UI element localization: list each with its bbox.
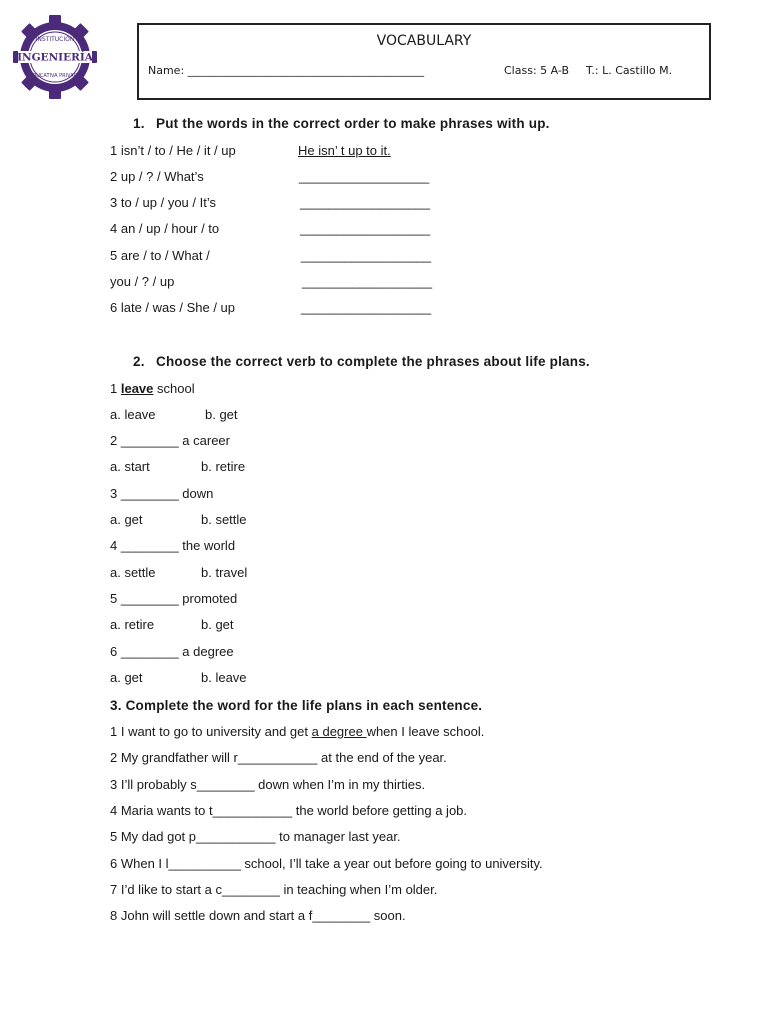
s2-question-4: 4 ________ the world	[110, 538, 236, 553]
s2-option-a-2: a. start	[110, 459, 150, 474]
s2-option-b-3: b. settle	[201, 512, 247, 527]
logo-text-bottom: EDUCATIVA PRIVADA	[29, 73, 81, 79]
s1-answer-2: __________________	[299, 169, 430, 184]
s2-example-rest: school	[157, 381, 195, 396]
s2-example-option-b: b. get	[205, 407, 238, 422]
s1-answer-3: __________________	[300, 195, 431, 210]
s2-option-b-4: b. travel	[201, 565, 248, 580]
s1-answer-6: __________________	[301, 300, 432, 315]
s1-prompt-5: 5 are / to / What /	[110, 248, 210, 263]
section1-number: 1.	[133, 116, 145, 131]
s2-option-b-6: b. leave	[201, 670, 247, 685]
s2-option-a-5: a. retire	[110, 617, 155, 632]
teacher-label: T.: L. Castillo M.	[586, 64, 673, 77]
s3-sentence-2: 2 My grandfather will r___________ at the end of the year.	[110, 750, 447, 765]
s1-answer-1: He isn’ t up to it.	[298, 143, 391, 158]
s3-sentence-8: 8 John will settle down and start a f________ soon.	[110, 908, 406, 923]
section3-title: 3. Complete the word for the life plans in each sentence.	[110, 698, 483, 713]
logo-text-main: INGENIERÍA	[17, 51, 93, 64]
s1-prompt-5b: you / ? / up	[110, 274, 175, 289]
section2-title: Choose the correct verb to complete the phrases about life plans.	[156, 354, 590, 369]
s1-answer-4: __________________	[300, 221, 431, 236]
s1-prompt-1: 1 isn’t / to / He / it / up	[110, 143, 236, 158]
s2-example-number: 1	[110, 381, 118, 396]
header-box	[137, 23, 711, 100]
s3-sentence-7: 7 I’d like to start a c________ in teaching when I’m older.	[110, 882, 438, 897]
s1-answer-5b: __________________	[302, 274, 433, 289]
s2-question-2: 2 ________ a career	[110, 433, 230, 448]
s2-question-6: 6 ________ a degree	[110, 644, 234, 659]
s1-prompt-6: 6 late / was / She / up	[110, 300, 236, 315]
section1-title: Put the words in the correct order to make phrases with up.	[156, 116, 550, 131]
s2-option-a-3: a. get	[110, 512, 143, 527]
s3-sentence-1-start: 1 I want to go to university and get	[110, 724, 312, 739]
school-logo	[12, 14, 98, 100]
s3-sentence-5: 5 My dad got p___________ to manager last year.	[110, 829, 401, 844]
s2-option-b-2: b. retire	[201, 459, 246, 474]
s2-example	[110, 381, 195, 396]
s2-question-5: 5 ________ promoted	[110, 591, 238, 606]
s1-answer-5: __________________	[301, 248, 432, 263]
s3-sentence-1-answer: a degree	[311, 724, 367, 739]
s3-sentence-6: 6 When I l__________ school, I’ll take a year out before going to university.	[110, 856, 543, 871]
s3-sentence-1-end: when I leave school.	[366, 724, 485, 739]
s3-sentence-1	[110, 724, 484, 739]
s2-option-a-6: a. get	[110, 670, 143, 685]
s3-sentence-3: 3 I’ll probably s________ down when I’m in my thirties.	[110, 777, 426, 792]
page-title: VOCABULARY	[376, 33, 472, 49]
s2-option-a-4: a. settle	[110, 565, 156, 580]
s2-example-word: leave	[120, 381, 154, 396]
s3-sentence-4: 4 Maria wants to t___________ the world before getting a job.	[110, 803, 468, 818]
section2-number: 2.	[133, 354, 145, 369]
class-label: Class: 5 A-B	[504, 64, 570, 77]
name-field: Name: ___________________________________________	[148, 64, 425, 77]
s2-question-3: 3 ________ down	[110, 486, 214, 501]
s2-example-option-a: a. leave	[110, 407, 156, 422]
s1-prompt-2: 2 up / ? / What’s	[110, 169, 204, 184]
s1-prompt-3: 3 to / up / you / It’s	[110, 195, 216, 210]
s1-prompt-4: 4 an / up / hour / to	[110, 221, 220, 236]
logo-text-top: INSTITUCIÓN	[35, 36, 75, 43]
s2-option-b-5: b. get	[201, 617, 234, 632]
